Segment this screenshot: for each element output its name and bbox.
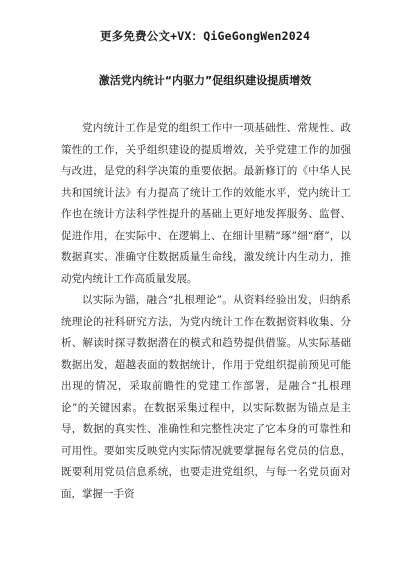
body-paragraph: 党内统计工作是党的组织工作中一项基础性、常规性、政策性的工作，关乎组织建设的提质增效，关乎党建工作的加强与改进，是党的科学决策的重要依据。最新修订的《中华人民共和国统计法》有力提高了统计工作的效能水平，党内统计工作也在统计方法科学性提升的基础上更好地发挥服务、监督、促进作用，在实际中、在逻辑上、在细计里精“琢”细“磨”，以数据真实、准确守住数据质量生命线，激发统计内生动力，推动党内统计工作高质量发展。 — [61, 122, 351, 285]
document-title: 激活党内统计“内驱力”促组织建设提质增效 — [98, 74, 312, 87]
promo-header-note: 更多免费公文+VX：QiGeGongWen2024 — [99, 29, 311, 43]
body-paragraph: 以实际为锚，融合“扎根理论”。从资料经验出发，归纳系统理论的社科研究方法，为党内统计工作在数据资料收集、分析、解读时探寻数据潜在的模式和趋势提供借鉴。从实际基础数据出发，超越表面的数据统计，作用于党组织提前预见可能出现的情况，采取前瞻性的党建工作部署，是融合“扎根理论”的关键因素。在数据采集过程中，以实际数据为锚点是主导，数据的真实性、准确性和完整性决定了它本身的可靠性和可用性。要如实反映党内实际情况就要掌握每名党员的信息，既要利用党员信息系统，也要走进党组织，与每一名党员面对面，掌握一手资 — [61, 294, 351, 500]
document-body — [61, 118, 351, 505]
